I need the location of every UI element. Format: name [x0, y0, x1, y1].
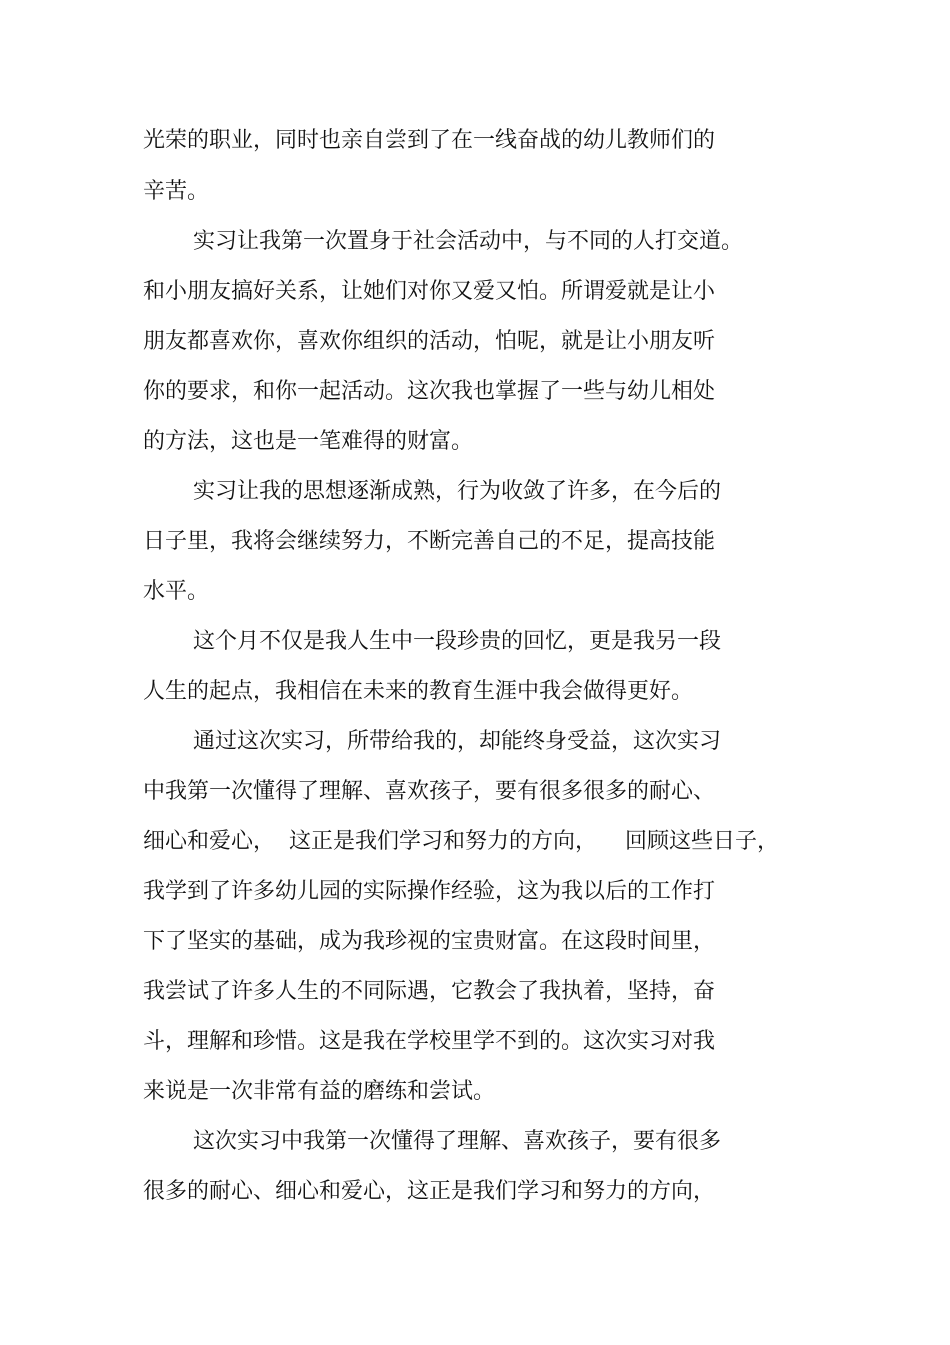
text-line: 水平。: [143, 579, 210, 604]
paragraph-start-line: 实习让我的思想逐渐成熟，行为收敛了许多，在今后的: [193, 479, 722, 504]
text-line: 日子里，我将会继续努力，不断完善自己的不足，提高技能: [143, 529, 716, 554]
text-line: 很多的耐心、细心和爱心，这正是我们学习和努力的方向，: [143, 1179, 716, 1204]
text-line: 你的要求，和你一起活动。这次我也掌握了一些与幼儿相处: [143, 379, 716, 404]
text-line: 光荣的职业，同时也亲自尝到了在一线奋战的幼儿教师们的: [143, 128, 716, 153]
text-line: 朋友都喜欢你，喜欢你组织的活动，怕呢，就是让小朋友听: [143, 329, 716, 354]
text-line: 下了坚实的基础，成为我珍视的宝贵财富。在这段时间里，: [143, 929, 716, 954]
text-line: 斗，理解和珍惜。这是我在学校里学不到的。这次实习对我: [143, 1029, 716, 1054]
text-line: 的方法，这也是一笔难得的财富。: [143, 429, 474, 454]
text-line: 中我第一次懂得了理解、喜欢孩子，要有很多很多的耐心、: [143, 779, 716, 804]
text-line: 我学到了许多幼儿园的实际操作经验，这为我以后的工作打: [143, 879, 716, 904]
text-line: 我尝试了许多人生的不同际遇，它教会了我执着，坚持，奋: [143, 979, 716, 1004]
paragraph-start-line: 实习让我第一次置身于社会活动中，与不同的人打交道。: [193, 229, 744, 254]
text-line: 和小朋友搞好关系，让她们对你又爱又怕。所谓爱就是让小: [143, 279, 716, 304]
paragraph-start-line: 这次实习中我第一次懂得了理解、喜欢孩子，要有很多: [193, 1129, 722, 1154]
text-line: 细心和爱心， 这正是我们学习和努力的方向， 回顾这些日子，: [143, 829, 779, 854]
text-line: 来说是一次非常有益的磨练和尝试。: [143, 1079, 496, 1104]
text-line: 人生的起点，我相信在未来的教育生涯中我会做得更好。: [143, 679, 694, 704]
paragraph-start-line: 这个月不仅是我人生中一段珍贵的回忆，更是我另一段: [193, 629, 722, 654]
text-line: 辛苦。: [143, 179, 210, 204]
paragraph-start-line: 通过这次实习，所带给我的，却能终身受益，这次实习: [193, 729, 722, 754]
